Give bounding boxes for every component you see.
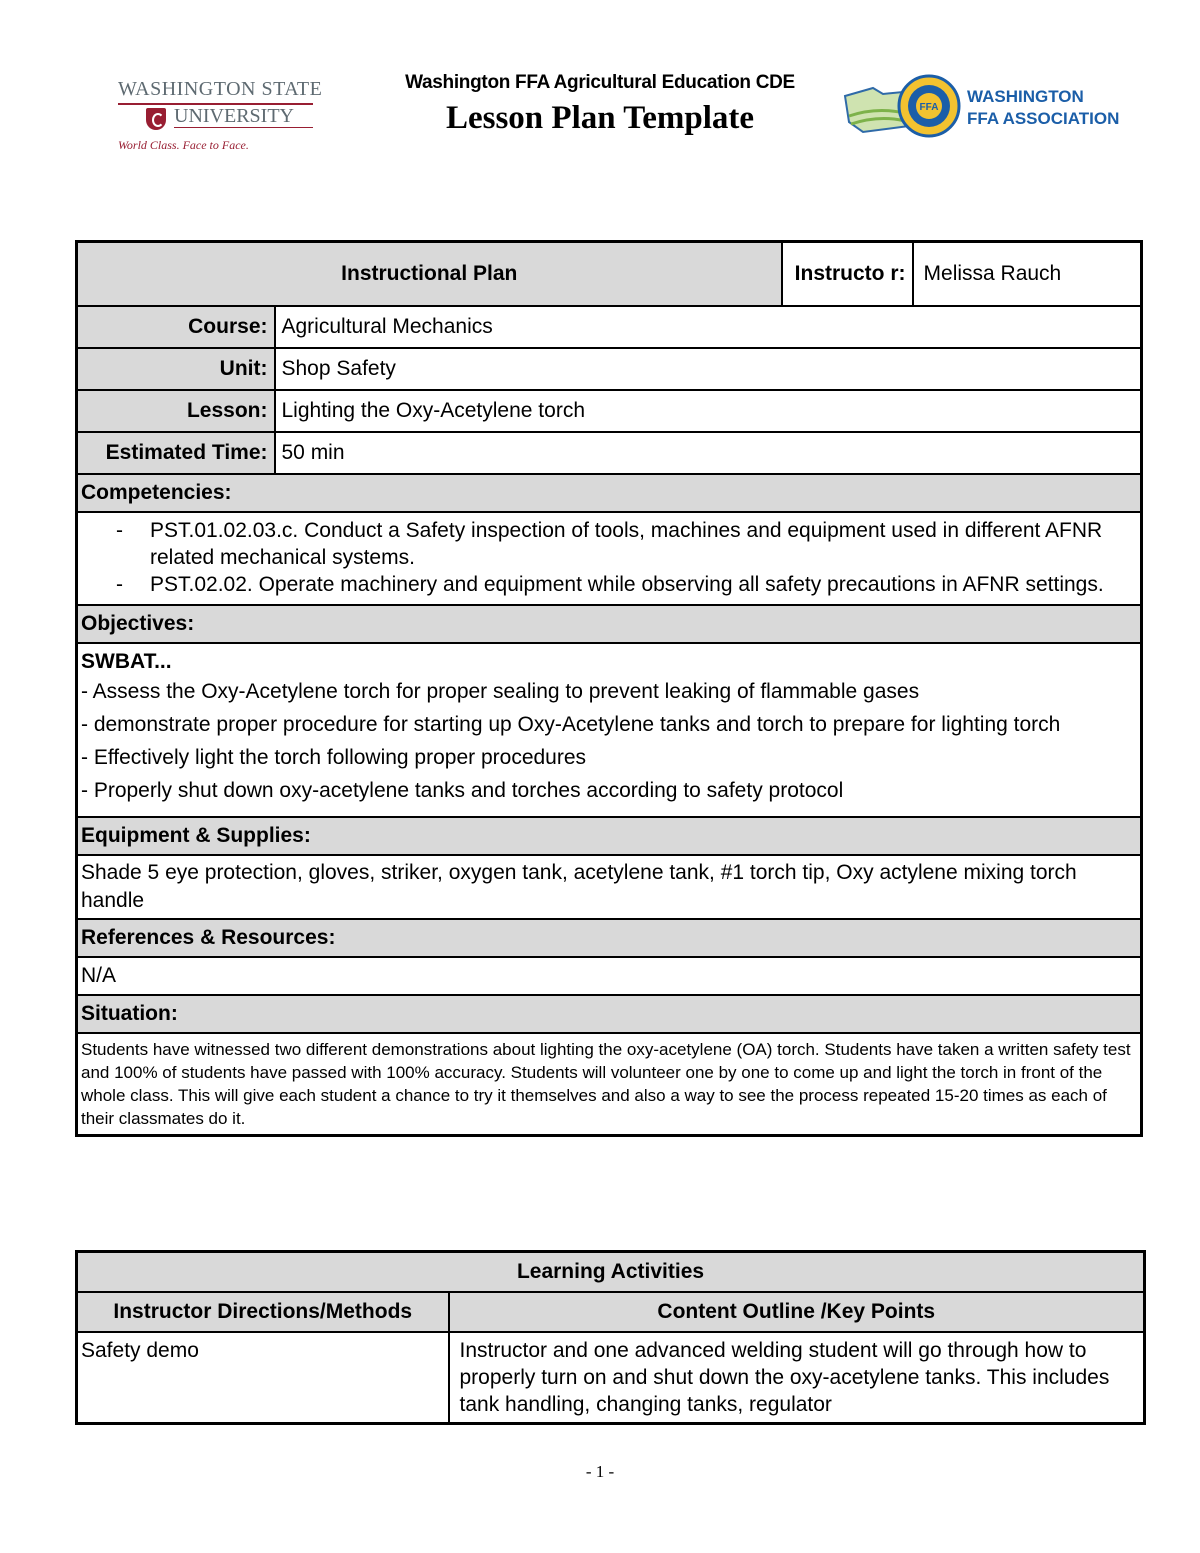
document-subtitle: Washington FFA Agricultural Education CDE bbox=[405, 72, 795, 93]
estimated-time-label: Estimated Time: bbox=[77, 432, 275, 474]
instructor-value: Melissa Rauch bbox=[913, 242, 1142, 306]
ffa-emblem-text: FFA bbox=[919, 102, 939, 113]
competency-item: - PST.02.02. Operate machinery and equipment while observing all safety precautions in AFNR settings. bbox=[78, 571, 1140, 598]
learning-activities-heading: Learning Activities bbox=[77, 1252, 1145, 1292]
references-label: References & Resources: bbox=[77, 919, 1142, 957]
objective-item: - Assess the Oxy-Acetylene torch for proper sealing to prevent leaking of flammable gases bbox=[81, 679, 920, 703]
references-value: N/A bbox=[77, 957, 1142, 995]
activity-content: Instructor and one advanced welding student will go through how to properly turn on and shut down the oxy-acetylene tanks. This includes tank handling, changing tanks, regulator bbox=[449, 1332, 1145, 1424]
ffa-logo bbox=[843, 66, 1133, 146]
competencies-cell bbox=[77, 512, 1142, 605]
situation-label: Situation: bbox=[77, 995, 1142, 1033]
wsu-divider-2 bbox=[174, 127, 313, 128]
page-number: - 1 - bbox=[585, 1462, 615, 1481]
wsu-name-top: WASHINGTON STATE bbox=[118, 78, 323, 100]
unit-value: Shop Safety bbox=[275, 348, 1142, 390]
column-header-content: Content Outline /Key Points bbox=[449, 1292, 1145, 1332]
equipment-label: Equipment & Supplies: bbox=[77, 817, 1142, 855]
estimated-time-value: 50 min bbox=[275, 432, 1142, 474]
objectives-intro: SWBAT... bbox=[81, 649, 172, 673]
wsu-logo bbox=[118, 78, 323, 158]
competency-item: - PST.01.02.03.c. Conduct a Safety inspection of tools, machines and equipment used in different AFNR related mechanical systems. bbox=[78, 517, 1140, 571]
objectives-label: Objectives: bbox=[77, 605, 1142, 643]
unit-label: Unit: bbox=[77, 348, 275, 390]
ffa-line1: WASHINGTON bbox=[967, 87, 1084, 106]
wsu-shield-icon bbox=[146, 108, 166, 130]
ffa-wordmark bbox=[967, 86, 1119, 130]
plan-heading: Instructional Plan bbox=[77, 242, 782, 306]
objective-item: - Properly shut down oxy-acetylene tanks and torches according to safety protocol bbox=[81, 778, 844, 802]
document-title: Lesson Plan Template bbox=[445, 100, 755, 136]
wsu-tagline: World Class. Face to Face. bbox=[118, 138, 249, 152]
lesson-label: Lesson: bbox=[77, 390, 275, 432]
ffa-emblem-icon bbox=[843, 66, 963, 146]
objective-item: - Effectively light the torch following proper procedures bbox=[81, 745, 587, 769]
instructional-plan-table bbox=[75, 240, 1143, 1137]
situation-value: Students have witnessed two different demonstrations about lighting the oxy-acetylene (OA) torch. Students have taken a written safety test and 100% of students have passed with 100% accuracy. Students will volunteer one by one to come up and light the torch in front of the whole class. This will give each student a chance to try it themselves and also a way to see the process repeated 15-20 times as each of their classmates do it. bbox=[77, 1033, 1142, 1136]
wsu-name-bottom: UNIVERSITY bbox=[174, 105, 294, 127]
instructor-label: Instructo r: bbox=[782, 242, 913, 306]
lesson-value: Lighting the Oxy-Acetylene torch bbox=[275, 390, 1142, 432]
learning-activities-table bbox=[75, 1250, 1146, 1425]
column-header-methods: Instructor Directions/Methods bbox=[77, 1292, 449, 1332]
objective-item: - demonstrate proper procedure for starting up Oxy-Acetylene tanks and torch to prepare for lighting torch bbox=[81, 712, 1061, 736]
competencies-label: Competencies: bbox=[77, 474, 1142, 512]
table-row bbox=[77, 1332, 1145, 1424]
ffa-line2: FFA ASSOCIATION bbox=[967, 109, 1120, 128]
competencies-list bbox=[78, 513, 1140, 604]
activity-method: Safety demo bbox=[77, 1332, 449, 1424]
objectives-cell bbox=[77, 643, 1142, 817]
equipment-value: Shade 5 eye protection, gloves, striker, oxygen tank, acetylene tank, #1 torch tip, Oxy actylene mixing torch handle bbox=[77, 855, 1142, 919]
course-label: Course: bbox=[77, 306, 275, 348]
course-value: Agricultural Mechanics bbox=[275, 306, 1142, 348]
